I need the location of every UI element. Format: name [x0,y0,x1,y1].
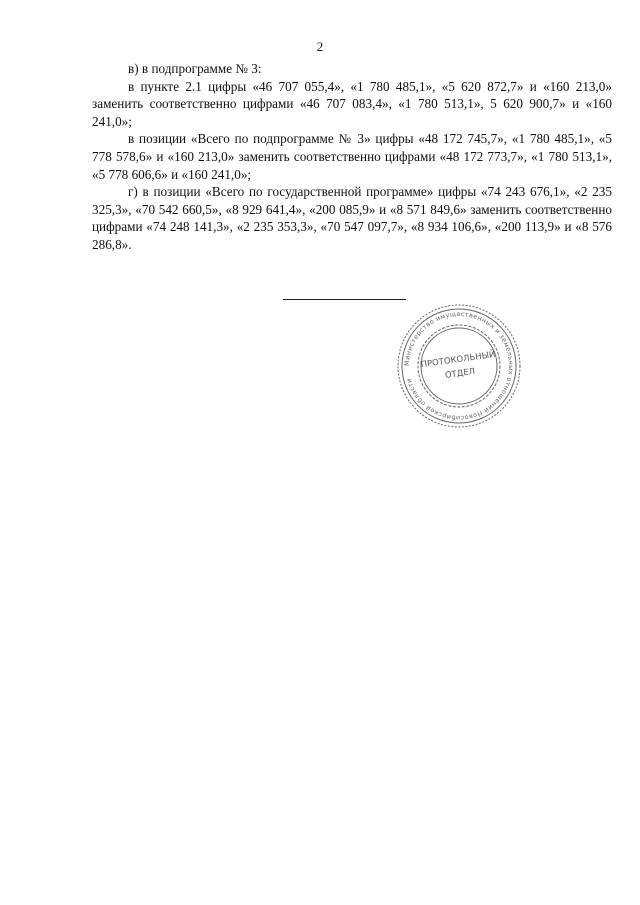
document-body [92,60,612,254]
paragraph-total-subprogram-3: в позиции «Всего по подпрограмме № 3» цифры «48 172 745,7», «1 780 485,1», «5 778 578,6» и «160 213,0» заменить соответственно цифрами «48 172 773,7», «1 780 513,1», «5 778 606,6» и «160 241,0»; [92,131,612,182]
stamp-center-text-1: ПРОТОКОЛЬНЫЙ [420,349,497,371]
paragraph-item-2-1: в пункте 2.1 цифры «46 707 055,4», «1 780 485,1», «5 620 872,7» и «160 213,0» заменить соответственно цифрами «46 707 083,4», «1 780 513,1», 5 620 900,7» и «160 241,0»; [92,78,612,129]
page-number: 2 [316,39,324,54]
stamp-ring-text: Министерство имущественных и земельных отношений Новосибирской области [402,309,516,423]
paragraph-subprogram-3-heading: в) в подпрограмме № 3: [128,61,262,76]
stamp-seal [395,302,523,430]
separator-line [283,299,406,300]
stamp-center-text-2: ОТДЕЛ [444,366,476,381]
paragraph-total-state-program: г) в позиции «Всего по государственной программе» цифры «74 243 676,1», «2 235 325,3», «70 542 660,5», «8 929 641,4», «200 085,9» и «8 571 849,6» заменить соответственно цифрами «74 248 141,3», «2 235 353,3», «70 547 097,7», «8 934 106,6», «200 113,9» и «8 576 286,8». [92,184,612,252]
